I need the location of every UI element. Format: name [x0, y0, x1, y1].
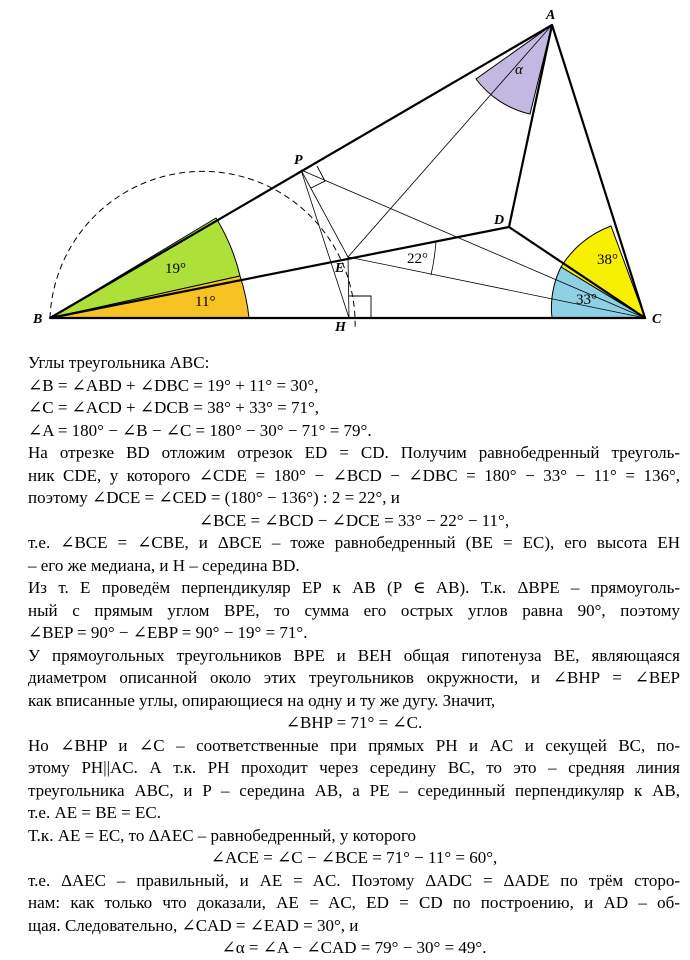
- text-line: ник CDE, у которого ∠CDE = 180° − ∠BCD − ∠DBC = 180° − 33° − 11° = 136°,: [28, 465, 680, 485]
- point-label-p: P: [294, 153, 303, 168]
- text-line: т.е. ΔAEC – правильный, и AE = AC. Поэтому ΔADC = ΔADE по трём сторо-: [28, 870, 680, 890]
- text-line: ный с прямым углом BPE, то сумма его острых углов равна 90°, поэтому: [28, 600, 680, 620]
- text-line: Но ∠BHP и ∠C – соответственные при прямых PH и AC и секущей BC, по-: [28, 735, 680, 755]
- text-line: т.е. ∠BCE = ∠CBE, и ΔBCE – тоже равнобедренный (BE = EC), его высота EH: [28, 533, 680, 552]
- angle-label-dcb: 33°: [576, 292, 597, 308]
- text-line: ∠C = ∠ACD + ∠DCB = 38° + 33° = 71°,: [28, 398, 320, 417]
- segment-ph: [301, 170, 349, 318]
- segment-pe: [301, 170, 348, 257]
- text-line: Из т. E проведём перпендикуляр EP к AB (P ∈ AB). Т.к. ΔBPE – прямоуголь-: [28, 578, 680, 597]
- angle-label-dbc: 11°: [195, 294, 216, 310]
- text-line: ∠BCE = ∠BCD − ∠DCE = 33° − 22° − 11°,: [198, 510, 510, 530]
- angle-dce-arc: [431, 241, 436, 275]
- text-line: этому PH||AC. А т.к. PH проходит через середину BC, то это – средняя линия: [28, 758, 680, 777]
- text-line: Углы треугольника ABC:: [28, 353, 210, 372]
- text-line: нам: как только что доказали, AE = AC, ED = CD по построению, и AD – об-: [28, 893, 680, 912]
- segment-eh: [348, 257, 349, 318]
- angle-label-alpha: α: [515, 62, 523, 78]
- text-line: поэтому ∠DCE = ∠CED = (180° − 136°) : 2 = 22°, и: [28, 488, 400, 507]
- text-line: щая. Следовательно, ∠CAD = ∠EAD = 30°, и: [28, 915, 359, 935]
- text-line: Т.к. AE = EC, то ΔAEC – равнобедренный, у которого: [28, 825, 417, 845]
- solution-text: [28, 352, 680, 960]
- text-line: ∠B = ∠ABD + ∠DBC = 19° + 11° = 30°,: [28, 375, 319, 395]
- text-line: т.е. AE = BE = EC.: [28, 803, 161, 822]
- point-label-c: C: [652, 312, 662, 327]
- angle-label-acd: 38°: [597, 252, 618, 268]
- point-label-d: D: [494, 213, 505, 228]
- text-line: как вписанные углы, опирающиеся на одну и ту же дугу. Значит,: [28, 690, 496, 710]
- text-line: ∠ACE = ∠C − ∠BCE = 71° − 11° = 60°,: [210, 848, 498, 867]
- segment-ea: [348, 25, 552, 257]
- text-line: – его же медиана, и H – середина BD.: [28, 555, 300, 575]
- text-line: треугольника ABC, и P – середина AB, а PE – серединный перпендикуляр к AB,: [28, 780, 680, 800]
- point-label-h: H: [335, 320, 346, 335]
- text-line: ∠A = 180° − ∠B − ∠C = 180° − 30° − 71° = 79°.: [28, 420, 372, 440]
- text-line: ∠α = ∠A − ∠CAD = 79° − 30° = 49°.: [221, 938, 487, 957]
- point-label-b: B: [33, 312, 43, 327]
- text-line: У прямоугольных треугольников BPE и BEH общая гипотенуза BE, являющаяся: [28, 645, 680, 665]
- right-angle-h: [349, 296, 371, 318]
- angle-label-dce: 22°: [407, 251, 428, 267]
- text-line: диаметром описанной около этих треугольников окружности, и ∠BHP = ∠BEP: [28, 668, 680, 687]
- geometry-figure: [0, 0, 690, 345]
- text-line: ∠BHP = 71° = ∠C.: [285, 713, 423, 732]
- point-label-a: A: [546, 8, 556, 23]
- text-line: На отрезке BD отложим отрезок ED = CD. Получим равнобедренный треуголь-: [28, 443, 680, 462]
- point-label-e: E: [335, 261, 345, 276]
- angle-label-abd: 19°: [165, 261, 186, 277]
- text-line: ∠BEP = 90° − ∠EBP = 90° − 19° = 71°.: [28, 623, 308, 642]
